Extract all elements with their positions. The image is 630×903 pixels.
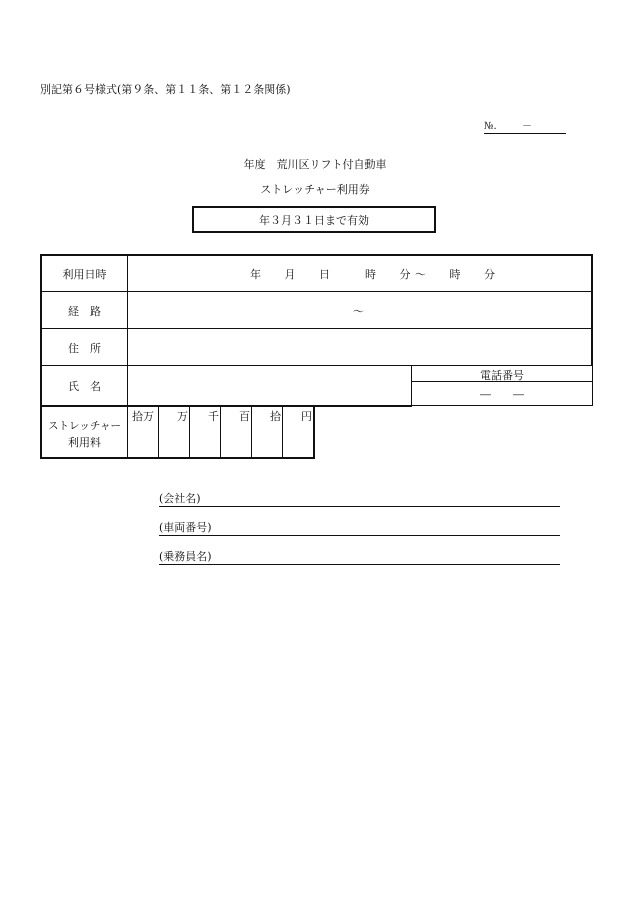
fee-digit-ten-thousand: 万 [177,410,188,423]
fee-digit-ten: 拾 [270,410,281,423]
title-line-1: 年度 荒川区リフト付自動車 [243,158,387,171]
phone-value: ― ― [480,388,524,401]
fee-digit-hundred: 百 [239,410,250,423]
validity-box [192,206,436,233]
form-label: 別記第６号様式(第９条、第１１条、第１２条関係) [40,83,291,96]
fee-label-line-1: ストレッチャー [47,420,122,432]
document-number [484,120,566,134]
fee-digit-hundred-thousand: 拾万 [132,410,154,423]
vehicle-number-field[interactable] [159,521,560,536]
number-dash: － [522,121,532,132]
fee-label-line-2: 利用料 [68,436,101,449]
usage-datetime-value: 年 月 日 時 分 〜 時 分 [250,268,496,281]
vehicle-number-label: (車両番号) [159,521,212,534]
company-name-label: (会社名) [159,492,201,505]
label-usage-datetime: 利用日時 [62,268,107,281]
label-address: 住 所 [68,342,101,355]
fee-digit-thousand: 千 [208,410,219,423]
label-route: 経 路 [68,305,101,318]
driver-name-field[interactable] [159,550,560,565]
phone-label: 電話番号 [480,369,524,382]
validity-text: 年３月３１日まで有効 [259,213,369,227]
number-label: №. [484,121,497,132]
label-name: 氏 名 [68,380,101,393]
route-value: 〜 [353,305,364,318]
driver-name-label: (乗務員名) [159,550,212,563]
fee-digit-yen: 円 [301,410,312,423]
title-line-2: ストレッチャー利用券 [260,183,370,196]
company-name-field[interactable] [159,492,560,507]
